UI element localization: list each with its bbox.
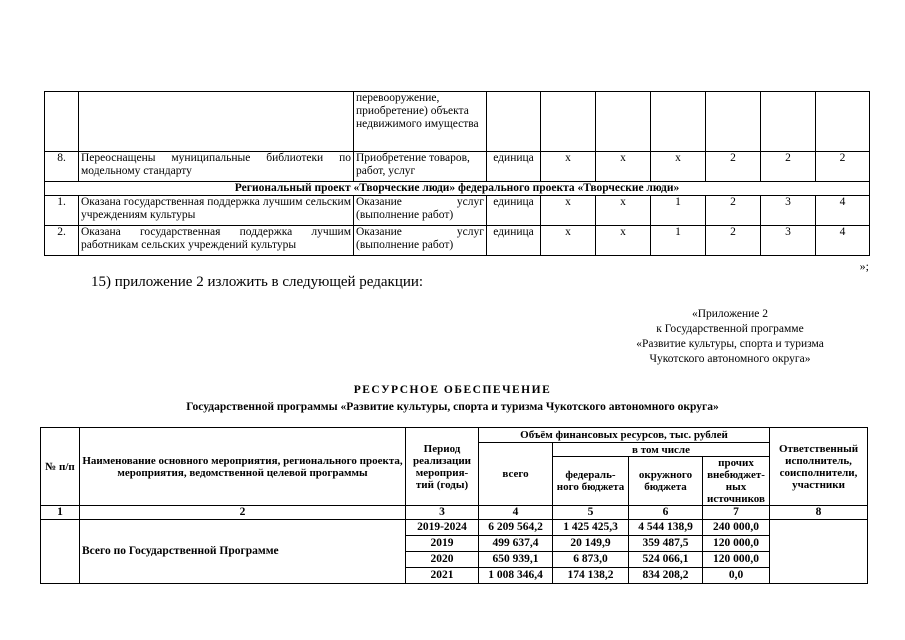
value-cell: 2 [706, 226, 761, 256]
value-cell [651, 92, 706, 152]
federal-cell: 174 138,2 [553, 568, 629, 584]
header-row [41, 428, 868, 443]
responsible-cell [770, 520, 868, 584]
total-cell: 499 637,4 [479, 536, 553, 552]
column-number: 2 [80, 506, 406, 520]
column-number: 8 [770, 506, 868, 520]
result-type: перевооружение, приобретение) объекта недвижимого имущества [354, 92, 487, 152]
value-cell: х [651, 152, 706, 182]
value-cell: 2 [706, 196, 761, 226]
table-row [45, 92, 870, 152]
federal-cell: 1 425 425,3 [553, 520, 629, 536]
resource-table [40, 427, 868, 584]
column-number: 3 [406, 506, 479, 520]
other-cell: 0,0 [703, 568, 770, 584]
value-cell [816, 92, 870, 152]
district-cell: 834 208,2 [629, 568, 703, 584]
period-cell: 2020 [406, 552, 479, 568]
row-number: 8. [45, 152, 79, 182]
col-header-total: всего [479, 443, 553, 506]
col-header-period: Период реализации мероприя-тий (годы) [406, 428, 479, 506]
col-header-district: окружного бюджета [629, 457, 703, 506]
value-cell [761, 92, 816, 152]
period-cell: 2019-2024 [406, 520, 479, 536]
column-number: 6 [629, 506, 703, 520]
column-number-row [41, 506, 868, 520]
section-row [45, 182, 870, 196]
table-row [41, 520, 868, 536]
column-number: 4 [479, 506, 553, 520]
column-number: 7 [703, 506, 770, 520]
value-cell [541, 92, 596, 152]
result-name [79, 92, 354, 152]
amendment-item: 15) приложение 2 изложить в следующей редакции: [91, 274, 424, 290]
value-cell: х [596, 152, 651, 182]
result-type: Оказание услуг (выполнение работ) [354, 226, 487, 256]
period-cell: 2019 [406, 536, 479, 552]
col-header-other: прочих внебюджет-ных источников [703, 457, 770, 506]
value-cell [706, 92, 761, 152]
value-cell: 2 [816, 152, 870, 182]
total-cell: 6 209 564,2 [479, 520, 553, 536]
program-total-label: Всего по Государственной Программе [80, 520, 406, 584]
col-header-responsible: Ответственный исполнитель, соисполнители, участники [770, 428, 868, 506]
value-cell: 1 [651, 226, 706, 256]
value-cell: 2 [706, 152, 761, 182]
document-subtitle: Государственной программы «Развитие культуры, спорта и туризма Чукотского автономного округа» [186, 401, 719, 413]
unit [487, 92, 541, 152]
unit: единица [487, 196, 541, 226]
document-title: РЕСУРСНОЕ ОБЕСПЕЧЕНИЕ [353, 384, 552, 396]
period-cell: 2021 [406, 568, 479, 584]
result-type: Оказание услуг (выполнение работ) [354, 196, 487, 226]
value-cell [596, 92, 651, 152]
value-cell: х [541, 152, 596, 182]
annex-heading [600, 307, 860, 367]
value-cell: 2 [761, 152, 816, 182]
result-name: Переоснащены муниципальные библиотеки по модельному стандарту [79, 152, 354, 182]
row-number: 1. [45, 196, 79, 226]
row-number: 2. [45, 226, 79, 256]
district-cell: 524 066,1 [629, 552, 703, 568]
federal-cell: 20 149,9 [553, 536, 629, 552]
unit: единица [487, 226, 541, 256]
total-cell: 650 939,1 [479, 552, 553, 568]
value-cell: х [596, 226, 651, 256]
total-cell: 1 008 346,4 [479, 568, 553, 584]
closing-quote: »; [859, 259, 869, 273]
table-row [45, 152, 870, 182]
annex-line: Чукотского автономного округа» [649, 353, 811, 365]
district-cell: 359 487,5 [629, 536, 703, 552]
value-cell: 1 [651, 196, 706, 226]
row-number [41, 520, 80, 584]
value-cell: 4 [816, 226, 870, 256]
value-cell: х [541, 196, 596, 226]
section-title: Региональный проект «Творческие люди» федерального проекта «Творческие люди» [45, 182, 870, 196]
col-header-volume: Объём финансовых ресурсов, тыс. рублей [479, 428, 770, 443]
annex-line: «Развитие культуры, спорта и туризма [636, 338, 824, 350]
value-cell: 3 [761, 226, 816, 256]
other-cell: 240 000,0 [703, 520, 770, 536]
col-header-incl: в том числе [553, 443, 770, 457]
result-type: Приобретение товаров, работ, услуг [354, 152, 487, 182]
table-row [45, 196, 870, 226]
indicators-table [44, 91, 870, 256]
value-cell: х [541, 226, 596, 256]
table-row [45, 226, 870, 256]
value-cell: 3 [761, 196, 816, 226]
other-cell: 120 000,0 [703, 536, 770, 552]
district-cell: 4 544 138,9 [629, 520, 703, 536]
annex-line: «Приложение 2 [691, 308, 769, 320]
col-header-num: № п/п [41, 428, 80, 506]
row-number [45, 92, 79, 152]
result-name: Оказана государственная поддержка лучшим сельским учреждениям культуры [79, 196, 354, 226]
other-cell: 120 000,0 [703, 552, 770, 568]
column-number: 5 [553, 506, 629, 520]
value-cell: х [596, 196, 651, 226]
column-number: 1 [41, 506, 80, 520]
federal-cell: 6 873,0 [553, 552, 629, 568]
value-cell: 4 [816, 196, 870, 226]
col-header-federal: федераль-ного бюджета [553, 457, 629, 506]
result-name: Оказана государственная поддержка лучшим работникам сельских учреждений культуры [79, 226, 354, 256]
annex-line: к Государственной программе [656, 323, 804, 335]
unit: единица [487, 152, 541, 182]
col-header-name: Наименование основного мероприятия, регионального проекта, мероприятия, ведомственной целевой программы [80, 428, 406, 506]
